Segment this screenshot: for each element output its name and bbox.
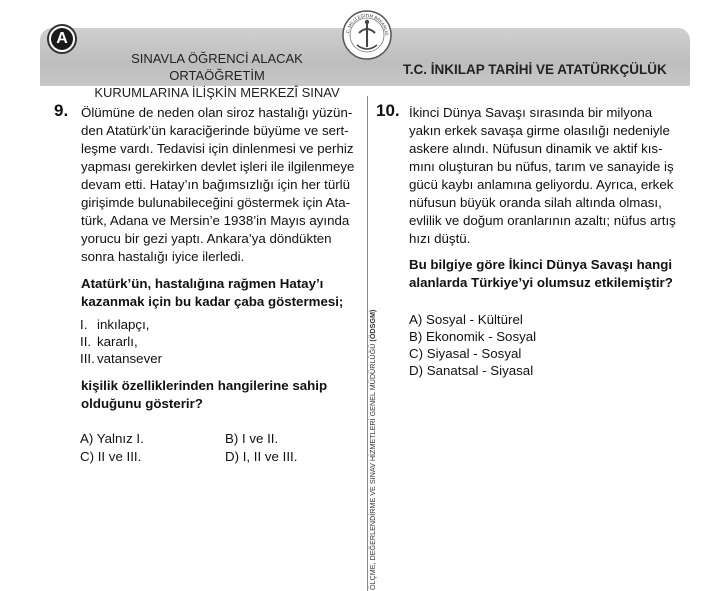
stem-line: devam etti. Hatay’ın bağımsızlığı için her türlü xyxy=(81,177,351,192)
side-text-abbr: (ÖDSGM) xyxy=(368,309,377,342)
side-text-main: ÖLÇME, DEĞERLENDİRME VE SINAV HİZMETLERİ GENEL MÜDÜRLÜĞÜ xyxy=(368,343,377,590)
stem-line: Ölümüne de neden olan siroz hastalığı yüzün- xyxy=(81,105,353,120)
option-d[interactable]: D) I, II ve III. xyxy=(225,449,298,464)
option-c[interactable]: C) II ve III. xyxy=(80,449,142,464)
option-d[interactable]: D) Sanatsal - Siyasal xyxy=(409,363,534,378)
item-number: II. xyxy=(80,334,92,349)
question-9-stem xyxy=(81,104,354,266)
stem-line: leşme vardı. Tedavisi için dinlenmesi ve perhiz xyxy=(81,141,354,156)
item-number: I. xyxy=(80,317,88,332)
exam-title xyxy=(92,50,342,101)
item-text: inkılapçı, xyxy=(97,317,150,332)
exam-title-line2: KURUMLARINA İLİŞKİN MERKEZÎ SINAV xyxy=(94,85,340,100)
stem-line: den Atatürk’ün karaciğerinde büyüme ve sert- xyxy=(81,123,349,138)
question-10-stem xyxy=(409,104,676,248)
stem-line: evlilik ve doğum oranlarının azaltı; nüfus artış xyxy=(409,213,676,228)
option-a[interactable]: A) Yalnız I. xyxy=(80,431,144,446)
stem-line: yakın erkek savaşa girme olasılığı nedeniyle xyxy=(409,123,670,138)
item-number: III. xyxy=(80,351,95,366)
question-10-number: 10. xyxy=(376,101,400,120)
prompt-line: alanlarda Türkiye’yi olumsuz etkilemiştir? xyxy=(409,275,673,290)
prompt-line: kazanmak için bu kadar çaba göstermesi; xyxy=(81,294,344,309)
stem-line: türk, Adana ve Mersin’e 1938’in Mayıs ayında xyxy=(81,213,350,228)
stem-line: mını oluşturan bu nüfus, tarım ve sanayide iş xyxy=(409,159,674,174)
prompt-line: Atatürk’ün, hastalığına rağmen Hatay’ı xyxy=(81,276,324,291)
item-text: vatansever xyxy=(97,351,163,366)
option-b[interactable]: B) I ve II. xyxy=(225,431,279,446)
stem-line: yorucu bir gezi yaptı. Ankara’ya döndükten xyxy=(81,231,332,246)
item-text: kararlı, xyxy=(97,334,138,349)
question-9-number: 9. xyxy=(54,101,69,120)
question-10-prompt xyxy=(409,256,673,292)
stem-line: sonra hastalığı iyice ilerledi. xyxy=(81,249,245,264)
question-9-prompt-end xyxy=(81,377,327,413)
stem-line: girişimde bulunabileceğini göstermek için Ata- xyxy=(81,195,351,210)
stem-line: hızı düştü. xyxy=(409,231,471,246)
booklet-type-badge xyxy=(47,24,77,54)
stem-line: gücü kaybı anlamına geliyordu. Ayrıca, erkek xyxy=(409,177,674,192)
ministry-side-text xyxy=(368,310,377,590)
stem-line: İkinci Dünya Savaşı sırasında bir milyona xyxy=(409,105,653,120)
emblem-text: .C. MİLLÎ EĞİTİM BAKANLIĞ xyxy=(344,12,390,36)
stem-line: nüfusun büyük oranda silah altında olması, xyxy=(409,195,662,210)
option-a[interactable]: A) Sosyal - Kültürel xyxy=(409,312,523,327)
exam-title-line1: SINAVLA ÖĞRENCİ ALACAK ORTAÖĞRETİM xyxy=(131,51,303,83)
prompt-line: olduğunu gösterir? xyxy=(81,396,203,411)
ministry-emblem-icon xyxy=(341,3,393,73)
subject-title: T.C. İNKILAP TARİHİ VE ATATÜRKÇÜLÜK xyxy=(403,62,667,77)
booklet-type-label: A xyxy=(51,28,73,50)
prompt-line: Bu bilgiye göre İkinci Dünya Savaşı hangi xyxy=(409,257,673,272)
question-9-prompt xyxy=(81,275,343,311)
prompt-line: kişilik özelliklerinden hangilerine sahip xyxy=(81,378,328,393)
stem-line: askere alındı. Nüfusun dinamik ve aktif kıs- xyxy=(409,141,663,156)
option-b[interactable]: B) Ekonomik - Sosyal xyxy=(409,329,537,344)
option-c[interactable]: C) Siyasal - Sosyal xyxy=(409,346,522,361)
stem-line: yapması gerekirken devlet işleri ile ilgilenmeye xyxy=(81,159,355,174)
